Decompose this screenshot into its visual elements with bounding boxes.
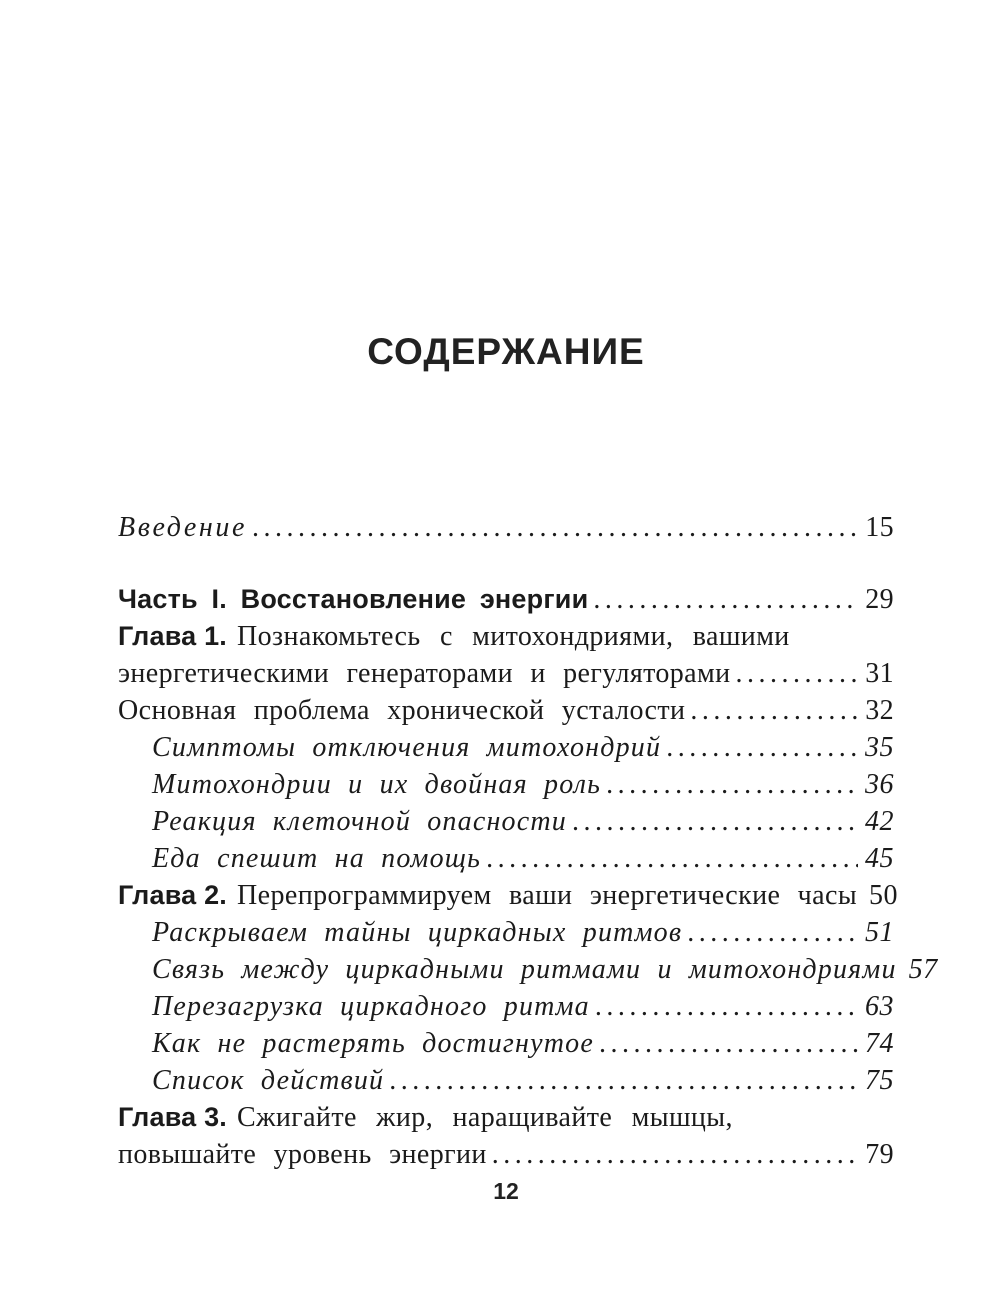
toc-entry-label: Митохондрии и их двойная роль	[152, 769, 602, 800]
toc-entry-double-role	[118, 766, 894, 803]
dot-leader	[481, 840, 858, 877]
toc-entry-label: повышайте уровень энергии	[118, 1139, 487, 1170]
dot-leader	[857, 877, 862, 914]
toc-entry-label: Перезагрузка циркадного ритма	[152, 991, 590, 1022]
toc-entry-label: Симптомы отключения митохондрий	[152, 732, 662, 763]
toc-entry-page: 36	[865, 769, 894, 800]
dot-leader	[247, 509, 858, 546]
chapter-number-label: Глава 1.	[118, 621, 228, 651]
dot-leader	[897, 951, 902, 988]
toc-entry-page: 63	[865, 991, 894, 1022]
toc-entry-page: 74	[865, 1028, 894, 1059]
chapter-number-label: Глава 2.	[118, 880, 228, 910]
toc-entry-label: энергетическими генераторами и регуляторами	[118, 658, 731, 689]
toc-entry-page: 29	[865, 584, 894, 615]
dot-leader	[588, 581, 858, 618]
page-title: СОДЕРЖАНИЕ	[367, 331, 645, 372]
dot-leader	[384, 1062, 858, 1099]
toc-entry-label: Познакомьтесь с митохондриями, вашими	[237, 621, 790, 652]
dot-leader	[567, 803, 858, 840]
dot-leader	[682, 914, 858, 951]
toc-entry-action-list	[118, 1062, 894, 1099]
dot-leader	[685, 692, 858, 729]
toc-entry-label: Основная проблема хронической усталости	[118, 695, 686, 726]
toc-entry-symptoms	[118, 729, 894, 766]
page-number-footer: 12	[493, 1178, 519, 1204]
dot-leader	[601, 766, 858, 803]
dot-leader	[661, 729, 858, 766]
dot-leader	[590, 988, 858, 1025]
toc-entry-chapter1-line2	[118, 655, 894, 692]
toc-entry-page: 15	[865, 512, 894, 543]
toc-entry-label: Сжигайте жир, наращивайте мышцы,	[237, 1102, 733, 1133]
toc-entry-label: Раскрываем тайны циркадных ритмов	[152, 917, 683, 948]
toc-entry-label: Введение	[118, 512, 248, 543]
dot-leader	[487, 1136, 858, 1173]
dot-leader	[594, 1025, 858, 1062]
toc-entry-page: 32	[865, 695, 894, 726]
toc-entry-circadian-secrets	[118, 914, 894, 951]
toc-entry-page: 79	[865, 1139, 894, 1170]
toc-entry-danger-reaction	[118, 803, 894, 840]
toc-entry-page: 35	[865, 732, 894, 763]
toc-entry-page: 75	[865, 1065, 894, 1096]
toc-entry-main-problem	[118, 692, 894, 729]
toc-entry-label: Список действий	[152, 1065, 385, 1096]
toc-entry-chapter3-line1	[118, 1099, 894, 1136]
chapter-number-label: Глава 3.	[118, 1102, 228, 1132]
toc-entry-chapter3-line2	[118, 1136, 894, 1173]
toc-entry-label: Перепрограммируем ваши энергетические часы	[237, 880, 858, 911]
toc-entry-label: Как не растерять достигнутое	[152, 1028, 594, 1059]
toc-entry-page: 45	[865, 843, 894, 874]
toc-entry-page: 51	[865, 917, 894, 948]
toc-entry-label: Реакция клеточной опасности	[152, 806, 567, 837]
toc-entry-introduction	[118, 509, 894, 546]
toc-entry-circadian-reboot	[118, 988, 894, 1025]
toc-entry-part1	[118, 581, 894, 618]
toc-entry-keep-gains	[118, 1025, 894, 1062]
toc-entry-label: Связь между циркадными ритмами и митохондриями	[152, 954, 897, 985]
toc-entry-chapter1-line1	[118, 618, 894, 655]
table-of-contents	[118, 509, 938, 1173]
toc-entry-page: 57	[908, 954, 938, 985]
toc-entry-page: 42	[865, 806, 894, 837]
toc-entry-circadian-link	[118, 951, 938, 988]
toc-entry-chapter2	[118, 877, 898, 914]
toc-entry-label: Еда спешит на помощь	[152, 843, 482, 874]
toc-entry-page: 31	[865, 658, 894, 689]
dot-leader	[731, 655, 859, 692]
toc-entry-label: Часть I. Восстановление энергии	[118, 584, 589, 614]
toc-entry-page: 50	[869, 880, 898, 911]
toc-entry-food-rescue	[118, 840, 894, 877]
